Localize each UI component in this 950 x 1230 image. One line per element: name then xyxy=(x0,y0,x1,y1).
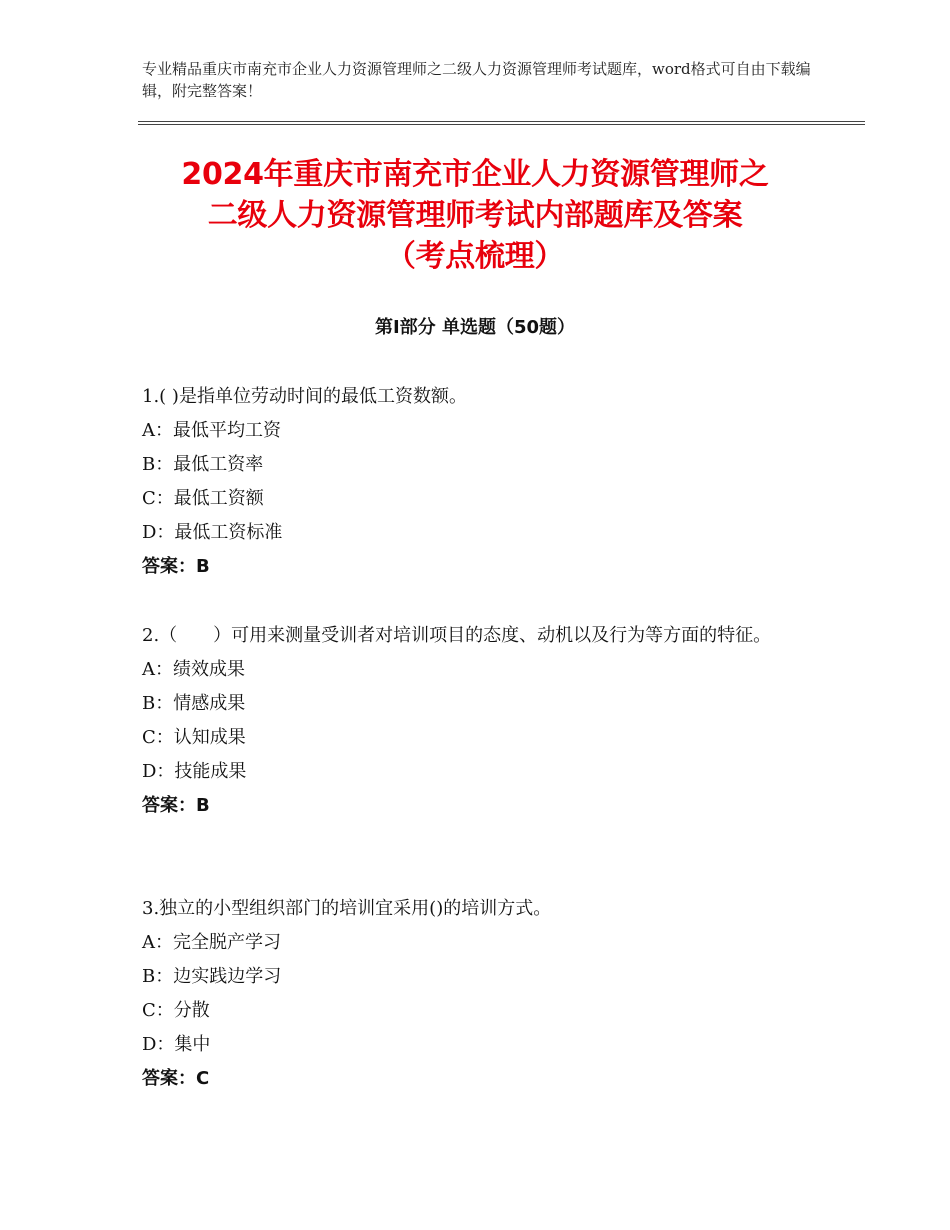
section-title: 第Ⅰ部分 单选题（50题） xyxy=(374,317,575,338)
header-note: 专业精品重庆市南充市企业人力资源管理师之二级人力资源管理师考试题库，word格式可自由下载编辑，附完整答案！ xyxy=(142,60,811,100)
option-b: B：边实践边学习 xyxy=(142,966,282,987)
option-b: B：最低工资率 xyxy=(142,454,264,475)
question-stem: 2.（ ）可用来测量受训者对培训项目的态度、动机以及行为等方面的特征。 xyxy=(142,625,772,646)
document-title xyxy=(120,154,830,277)
question-stem: 1.( )是指单位劳动时间的最低工资数额。 xyxy=(142,386,467,407)
option-a: A：完全脱产学习 xyxy=(142,932,281,953)
answer: 答案：B xyxy=(142,556,210,577)
option-d: D：技能成果 xyxy=(142,761,247,782)
question-3 xyxy=(142,892,822,1096)
title-line-1: 2024年重庆市南充市企业人力资源管理师之 xyxy=(181,157,769,192)
question-1 xyxy=(142,380,822,584)
option-a: A：绩效成果 xyxy=(142,659,245,680)
option-a: A：最低平均工资 xyxy=(142,420,281,441)
option-b: B：情感成果 xyxy=(142,693,246,714)
option-d: D：集中 xyxy=(142,1034,211,1055)
option-c: C：认知成果 xyxy=(142,727,246,748)
answer: 答案：B xyxy=(142,795,210,816)
question-2 xyxy=(142,619,822,823)
title-line-2: 二级人力资源管理师考试内部题库及答案 xyxy=(207,198,743,233)
header-divider xyxy=(138,121,865,125)
option-d: D：最低工资标准 xyxy=(142,522,283,543)
question-stem: 3.独立的小型组织部门的培训宜采用()的培训方式。 xyxy=(142,898,552,919)
title-line-3: （考点梳理） xyxy=(385,239,565,274)
option-c: C：分散 xyxy=(142,1000,210,1021)
option-c: C：最低工资额 xyxy=(142,488,264,509)
answer: 答案：C xyxy=(142,1068,210,1089)
